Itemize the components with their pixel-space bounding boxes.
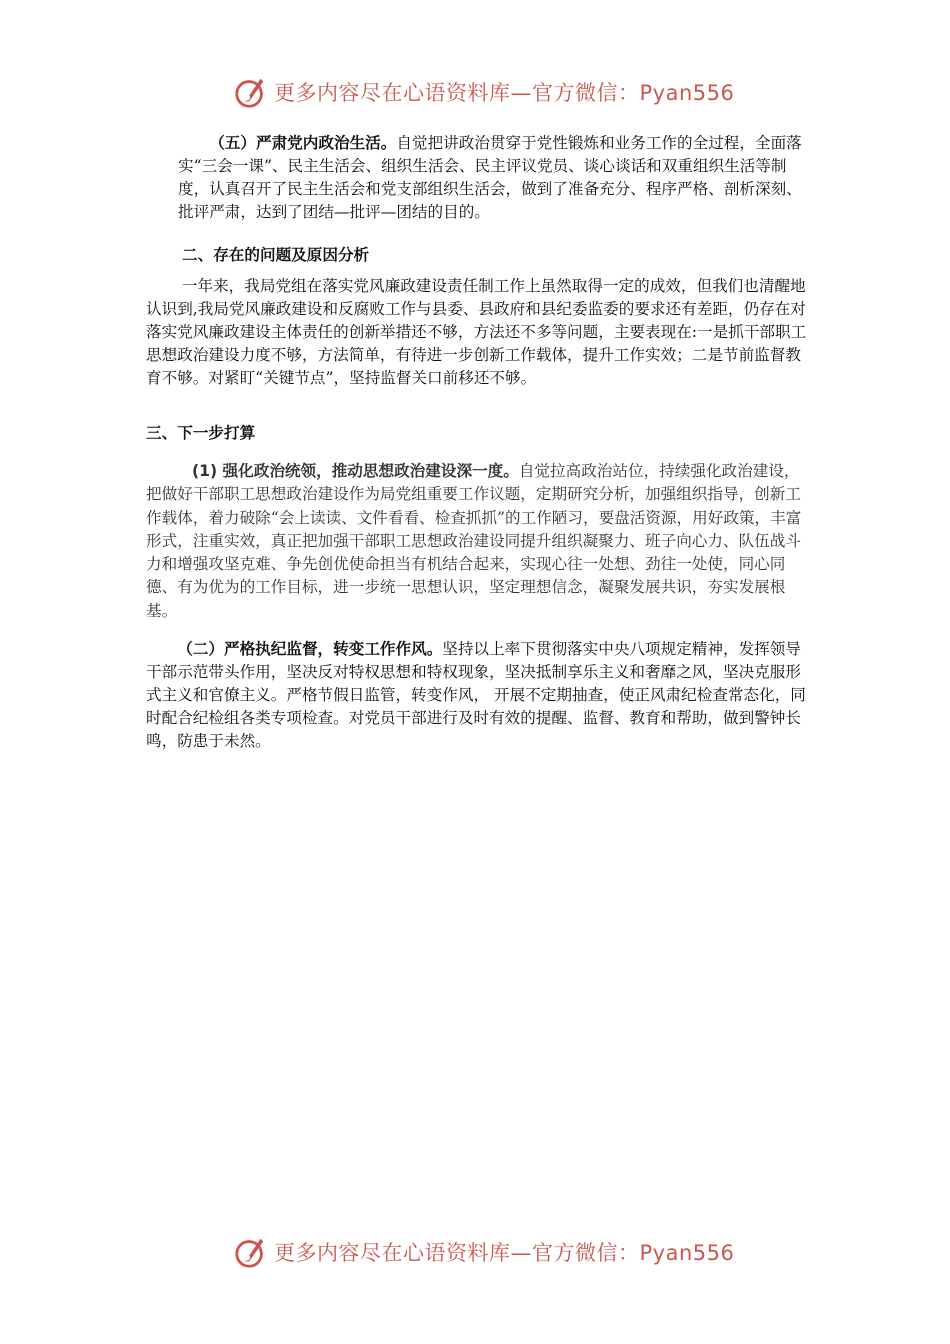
next-step-one-paragraph — [146, 460, 814, 623]
next-step-one-body: 自觉拉高政治站位，持续强化政治建设，把做好干部职工思想政治建设作为局党组重要工作议题，定期研究分析，加强组织指导，创新工作载体，着力破除“会上读读、文件看看、检查抓抓”的工作陋习，要盘活资源，用好政策，丰富形式，注重实效，真正把加强干部职工思想政治建设同提升组织凝聚力、班子向心力、队伍战斗力和增强攻坚克难、争先创优使命担当有机结合起来，实现心往一处想、劲往一处使，同心同德、有为优为的工作目标，进一步统一思想认识，坚定理想信念，凝聚发展共识，夯实发展根基。 — [146, 462, 802, 620]
next-step-two-lead: （二）严格执纪监督，转变工作作风。 — [177, 639, 443, 658]
quill-logo-icon — [232, 1233, 270, 1271]
watermark-banner-bottom — [232, 1232, 734, 1272]
section-five-body: 自觉把讲政治贯穿于党性锻炼和业务工作的全过程，全面落实“三会一课”、民主生活会、组织生活会、民主评议党员、谈心谈话和双重组织生活等制度，认真召开了民主生活会和党支部组织生活会，做到了准备充分、程序严格、剖析深刻、批评严肃，达到了团结—批评—团结的目的。 — [178, 134, 802, 221]
watermark-banner-top — [232, 72, 734, 112]
heading-problems: 二、存在的问题及原因分析 — [182, 246, 370, 264]
watermark-text: 更多内容尽在心语资料库—官方微信：Pyan556 — [274, 81, 735, 105]
watermark-text: 更多内容尽在心语资料库—官方微信：Pyan556 — [274, 1241, 735, 1265]
quill-logo-icon — [232, 73, 270, 111]
next-step-one-lead: (1) 强化政治统领，推动思想政治建设深一度。 — [192, 462, 519, 480]
heading-next-steps: 三、下一步打算 — [146, 424, 256, 442]
next-step-two-paragraph — [146, 637, 814, 753]
next-step-two-body: 坚持以上率下贯彻落实中央八项规定精神，发挥领导干部示范带头作用，坚决反对特权思想和特权现象，坚决抵制享乐主义和奢靡之风，坚决克服形式主义和官僚主义。严格节假日监管，转变作风， 开展不定期抽查，使正风肃纪检查常态化，同时配合纪检组各类专项检查。对党员干部进行及时有效的提醒、监督、教育和帮助，做到警钟长鸣，防患于未然。 — [146, 640, 806, 750]
problems-paragraph: 一年来，我局党组在落实党风廉政建设责任制工作上虽然取得一定的成效，但我们也清醒地认识到,我局党风廉政建设和反腐败工作与县委、县政府和县纪委监委的要求还有差距，仍存在对落实党风廉政建设主体责任的创新举措还不够，方法还不多等问题，主要表现在:一是抓干部职工思想政治建设力度不够，方法简单，有待进一步创新工作载体，提升工作实效；二是节前监督教育不够。对紧盯“关键节点”，坚持监督关口前移还不够。 — [146, 277, 807, 387]
section-five-paragraph — [178, 131, 812, 224]
section-five-lead: （五）严肃党内政治生活。 — [209, 133, 397, 152]
